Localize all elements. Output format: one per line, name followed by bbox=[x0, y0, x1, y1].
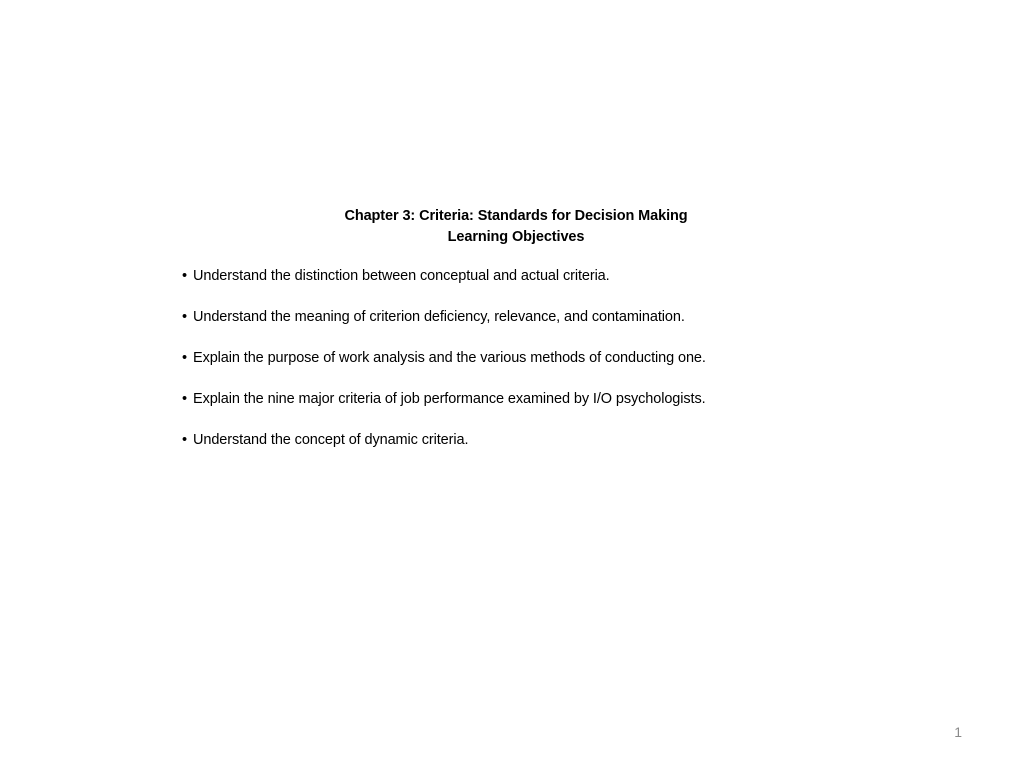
bullet-icon: • bbox=[182, 309, 187, 325]
learning-objectives-list bbox=[182, 266, 942, 471]
page-number: 1 bbox=[954, 724, 962, 740]
list-item bbox=[182, 266, 942, 286]
section-subtitle: Learning Objectives bbox=[447, 229, 585, 245]
objective-text: Explain the nine major criteria of job performance examined by I/O psychologists. bbox=[193, 391, 706, 407]
list-item bbox=[182, 389, 942, 409]
objective-text: Explain the purpose of work analysis and the various methods of conducting one. bbox=[193, 350, 706, 366]
list-item bbox=[182, 348, 942, 368]
objective-text: Understand the concept of dynamic criteria. bbox=[193, 432, 469, 448]
objective-text: Understand the distinction between conceptual and actual criteria. bbox=[193, 268, 610, 284]
bullet-icon: • bbox=[182, 391, 187, 407]
list-item bbox=[182, 430, 942, 450]
bullet-icon: • bbox=[182, 268, 187, 284]
chapter-title: Chapter 3: Criteria: Standards for Decision Making bbox=[344, 208, 688, 224]
bullet-icon: • bbox=[182, 350, 187, 366]
list-item bbox=[182, 307, 942, 327]
bullet-icon: • bbox=[182, 432, 187, 448]
objective-text: Understand the meaning of criterion deficiency, relevance, and contamination. bbox=[193, 309, 685, 325]
slide-heading bbox=[0, 206, 1024, 248]
